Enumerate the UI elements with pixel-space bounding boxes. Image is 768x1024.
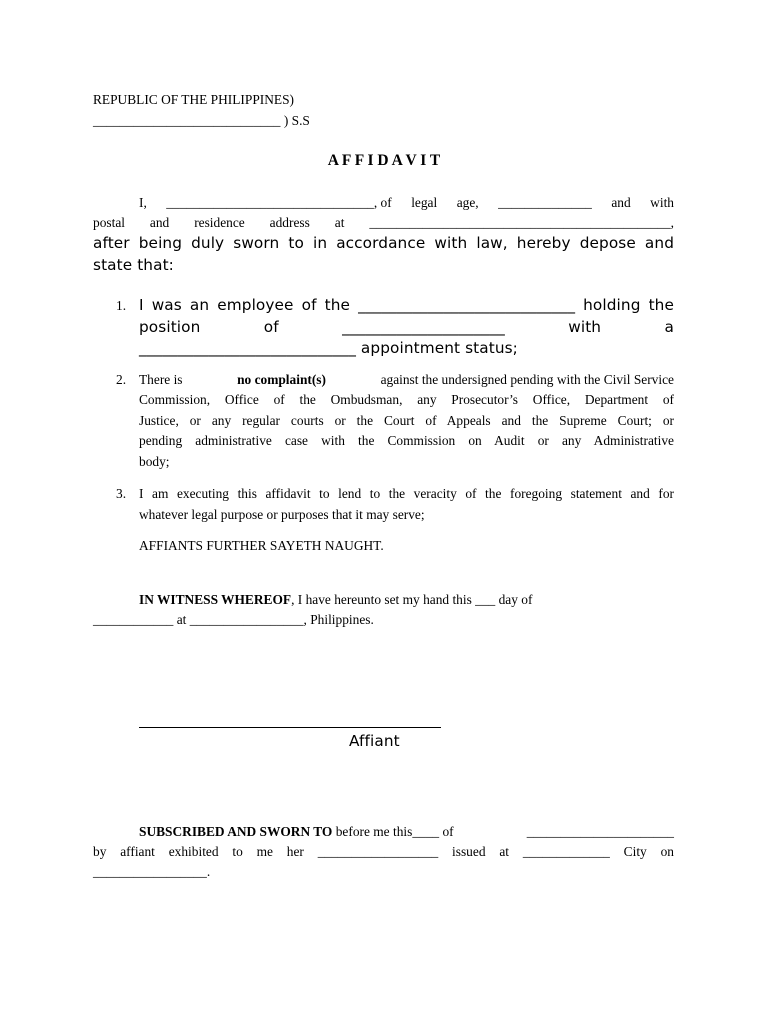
item-3-line-2: whatever legal purpose or purposes that it may serve;	[139, 507, 425, 522]
subscribed-line-2	[93, 844, 674, 860]
item1-l1-word-6: ____________________________	[358, 296, 576, 314]
item1-l2-word-4: a	[664, 318, 674, 336]
item-1-line-1	[139, 296, 674, 314]
sub-l2-word-4: me	[256, 844, 273, 859]
sub-l2-word-3: to	[232, 844, 243, 859]
subscribed-rest-a: before me this____ of	[335, 824, 454, 839]
item1-l1-word-1: was	[151, 296, 182, 314]
item-number-2: 2.	[116, 372, 127, 387]
sub-l2-word-0: by	[93, 844, 107, 859]
item-2-line-4: pending administrative case with the Commission on Audit or any Administrative	[139, 433, 674, 448]
item1-l1-word-3: employee	[217, 296, 294, 314]
sub-l2-word-10: City	[623, 844, 647, 859]
item1-l1-word-7: holding	[583, 296, 641, 314]
document-title: A F F I D A V I T	[327, 152, 441, 169]
witness-rest: , I have hereunto set my hand this ___ day of	[291, 592, 533, 607]
subscribed-line-3: _________________.	[93, 864, 211, 879]
sub-l2-word-9: _____________	[522, 844, 610, 859]
item1-l1-word-2: an	[189, 296, 210, 314]
item-3-line-1: I am executing this affidavit to lend to the veracity of the foregoing statement and for	[139, 486, 674, 501]
sub-l2-word-2: exhibited	[168, 844, 219, 859]
intro-l1-word-4: ______________	[498, 195, 592, 210]
intro-l1-word-1: _______________________________, of	[166, 195, 392, 210]
item1-l2-word-3: with	[568, 318, 602, 336]
intro-l1-word-5: and	[611, 195, 631, 210]
item-1-line-2	[139, 318, 674, 336]
intro-l1-word-0: I,	[139, 195, 147, 210]
item1-l1-word-0: I	[139, 296, 144, 314]
item-2-line-5: body;	[139, 454, 170, 469]
republic-line: REPUBLIC OF THE PHILIPPINES)	[93, 92, 295, 107]
intro-l2-word-1: and	[149, 215, 170, 230]
intro-l1-word-2: legal	[411, 195, 438, 210]
intro-line-2	[93, 215, 674, 231]
intro-line-3: after being duly sworn to in accordance with law, hereby depose and	[93, 234, 674, 252]
further-sayeth-naught: AFFIANTS FURTHER SAYETH NAUGHT.	[139, 538, 384, 553]
subscribed-rest-b: ______________________	[526, 824, 674, 839]
intro-line-4: state that:	[93, 256, 174, 274]
sub-l2-word-5: her	[286, 844, 304, 859]
intro-l2-word-5: _____________________________________________,	[369, 215, 674, 230]
sub-l2-word-7: issued	[452, 844, 486, 859]
item1-l1-word-5: the	[324, 296, 351, 314]
intro-line-1	[139, 195, 674, 211]
item-1-line-3: ____________________________ appointment status;	[139, 339, 518, 357]
subscribed-and-sworn: SUBSCRIBED AND SWORN TO	[139, 824, 333, 839]
affiant-signature-line	[139, 727, 441, 728]
intro-l2-word-0: postal	[93, 215, 125, 230]
affiant-label: Affiant	[349, 732, 400, 750]
witness-line-1	[139, 592, 532, 608]
item-2-line-1	[139, 372, 674, 388]
item1-l2-word-1: of	[263, 318, 279, 336]
ss-line: ____________________________ ) S.S	[93, 113, 310, 128]
item1-l2-word-2: _____________________	[342, 318, 505, 336]
item-2-line-2: Commission, Office of the Ombudsman, any Prosecutor’s Office, Department of	[139, 392, 674, 407]
item-2-line-3: Justice, or any regular courts or the Court of Appeals and the Supreme Court; or	[139, 413, 674, 428]
intro-l2-word-3: address	[269, 215, 310, 230]
intro-l2-word-4: at	[334, 215, 345, 230]
witness-line-2: ____________ at _________________, Philippines.	[93, 612, 374, 627]
item1-l2-word-0: position	[139, 318, 201, 336]
in-witness-whereof: IN WITNESS WHEREOF	[139, 592, 292, 607]
item1-l1-word-4: of	[301, 296, 317, 314]
intro-l1-word-6: with	[650, 195, 674, 210]
item-2-pre: There is	[139, 372, 183, 387]
sub-l2-word-8: at	[499, 844, 509, 859]
sub-l2-word-6: __________________	[317, 844, 439, 859]
intro-l2-word-2: residence	[194, 215, 245, 230]
sub-l2-word-11: on	[660, 844, 674, 859]
no-complaints-emphasis: no complaint(s)	[237, 372, 326, 387]
subscribed-line-1	[139, 824, 674, 840]
item-2-post: against the undersigned pending with the Civil Service	[380, 372, 674, 387]
item1-l1-word-8: the	[648, 296, 674, 314]
item-number-1: 1.	[116, 298, 127, 313]
intro-l1-word-3: age,	[456, 195, 479, 210]
item-number-3: 3.	[116, 486, 127, 501]
sub-l2-word-1: affiant	[120, 844, 155, 859]
